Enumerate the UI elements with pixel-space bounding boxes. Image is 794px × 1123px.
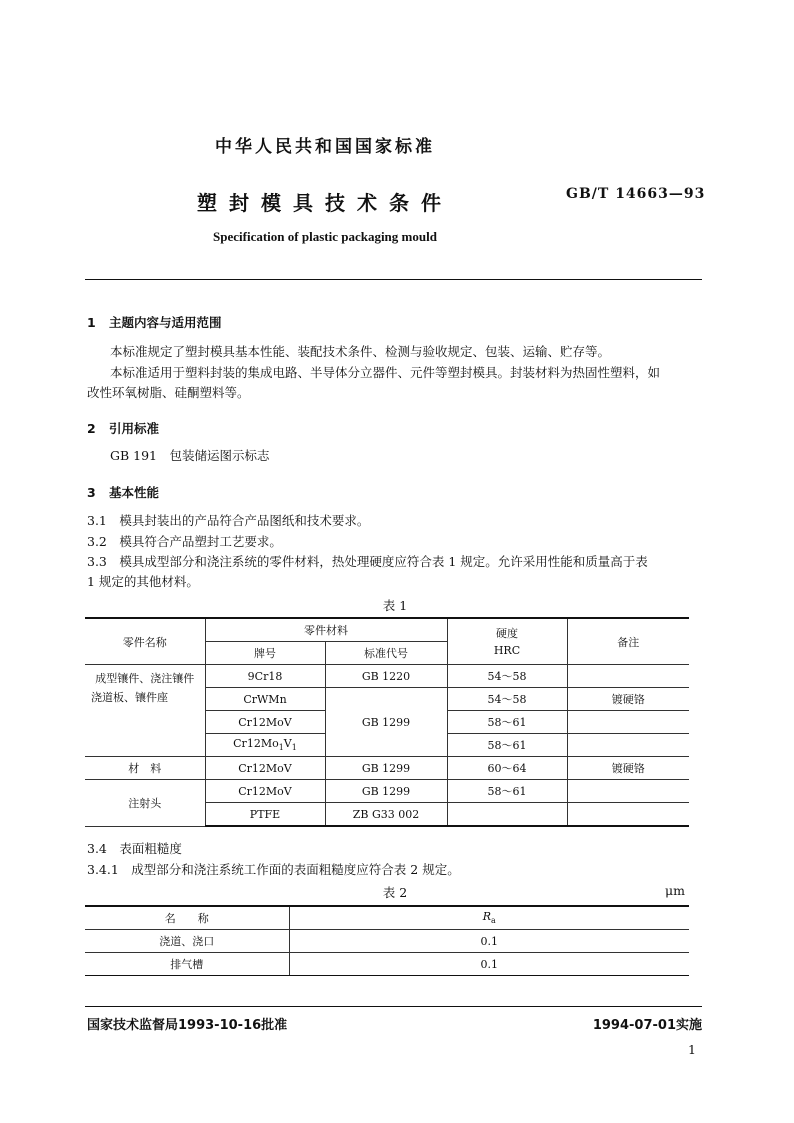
hardness-cell: 58～61 (447, 711, 567, 734)
clause-3-3a: 3.3 模具成型部分和浇注系统的零件材料，热处理硬度应符合表 1 规定。允许采用性能和质量高于表 (87, 554, 648, 569)
hardness-cell: 54～58 (447, 665, 567, 688)
std-cell: GB 1299 (325, 688, 447, 757)
hardness-cell: 60～64 (447, 757, 567, 780)
table-2-header-row (85, 906, 689, 930)
english-title: Specification of plastic packaging mould (213, 229, 437, 244)
part-name-line-1: 成型镶件、浇注镶件 (95, 672, 195, 685)
grade-sub-1: 1 (278, 743, 284, 753)
part-name-line-2: 浇道板、镶件座 (91, 691, 168, 704)
reference-gb191: GB 191 包装储运图示标志 (110, 448, 270, 463)
std-cell: GB 1299 (325, 757, 447, 780)
note-cell: 镀硬铬 (567, 688, 689, 711)
ra-symbol: R (482, 910, 491, 924)
hardness-cell: 58～61 (447, 780, 567, 803)
grade-sub-2: 1 (291, 743, 297, 753)
part-cell: 材 料 (85, 757, 205, 780)
note-cell (567, 711, 689, 734)
table-1-header-note: 备注 (567, 618, 689, 665)
section-3-heading (87, 483, 159, 501)
country-standard-heading: 中华人民共和国国家标准 (215, 137, 435, 157)
grade-cell: Cr12MoV (205, 757, 325, 780)
page-number: 1 (688, 1042, 696, 1057)
hardness-cell: 54～58 (447, 688, 567, 711)
table-row (85, 930, 689, 953)
section-1-paragraph-1: 本标准规定了塑封模具基本性能、装配技术条件、检测与验收规定、包装、运输、贮存等。 (110, 344, 611, 359)
note-cell (567, 780, 689, 803)
table-2 (85, 905, 689, 976)
table-row (85, 953, 689, 976)
table-1-header-material: 零件材料 (205, 618, 447, 642)
std-cell: GB 1220 (325, 665, 447, 688)
table-1-header-std: 标准代号 (325, 642, 447, 665)
roughness-name-cell: 排气槽 (85, 953, 289, 976)
clause-3-2: 3.2 模具符合产品塑封工艺要求。 (87, 534, 282, 549)
part-cell (85, 665, 205, 757)
clause-3-4: 3.4 表面粗糙度 (87, 841, 182, 856)
table-1-caption: 表 1 (382, 598, 408, 613)
table-row (85, 757, 689, 780)
table-2-header-ra (289, 906, 689, 930)
roughness-name-cell: 浇道、浇口 (85, 930, 289, 953)
section-1-paragraph-2a: 本标准适用于塑料封装的集成电路、半导体分立器件、元件等塑封模具。封装材料为热固性塑料，如 (110, 365, 661, 380)
section-1-title: 主题内容与适用范围 (109, 315, 222, 330)
table-row (85, 665, 689, 688)
clause-3-3b: 1 规定的其他材料。 (87, 574, 199, 589)
footer-divider (85, 1006, 702, 1007)
table-row (85, 780, 689, 803)
hardness-cell: 58～61 (447, 734, 567, 757)
table-1-header-grade: 牌号 (205, 642, 325, 665)
grade-cell: CrWMn (205, 688, 325, 711)
grade-part-b: V (283, 737, 292, 751)
clause-3-4-1: 3.4.1 成型部分和浇注系统工作面的表面粗糙度应符合表 2 规定。 (87, 862, 460, 877)
section-3-title: 基本性能 (109, 485, 160, 500)
grade-cell: Cr12MoV (205, 780, 325, 803)
table-2-caption: 表 2 (382, 885, 408, 900)
section-1-paragraph-2b: 改性环氧树脂、硅酮塑料等。 (87, 385, 250, 400)
roughness-value-cell: 0.1 (289, 953, 689, 976)
grade-part-a: Cr12Mo (233, 737, 279, 751)
note-cell: 镀硬铬 (567, 757, 689, 780)
section-3-number: 3 (87, 485, 96, 500)
part-cell: 注射头 (85, 780, 205, 827)
note-cell (567, 665, 689, 688)
ra-subscript: a (491, 916, 496, 926)
section-1-number: 1 (87, 315, 96, 330)
table-2-unit: μm (665, 883, 685, 898)
grade-cell (205, 734, 325, 757)
effective-date: 1994-07-01实施 (592, 1018, 702, 1033)
table-1-header-row (85, 618, 689, 642)
grade-cell: PTFE (205, 803, 325, 827)
std-cell: ZB G33 002 (325, 803, 447, 827)
header-divider (85, 279, 702, 280)
grade-cell: 9Cr18 (205, 665, 325, 688)
hardness-cell (447, 803, 567, 827)
standard-code: GB/T 14663—93 (566, 186, 706, 202)
section-2-number: 2 (87, 421, 96, 436)
grade-cell: Cr12MoV (205, 711, 325, 734)
approval-line: 国家技术监督局1993-10-16批准 (87, 1018, 288, 1033)
table-1 (85, 617, 689, 827)
section-2-title: 引用标准 (109, 421, 160, 436)
document-title: 塑封模具技术条件 (197, 191, 453, 215)
note-cell (567, 803, 689, 827)
section-2-heading (87, 419, 159, 437)
clause-3-1: 3.1 模具封装出的产品符合产品图纸和技术要求。 (87, 513, 370, 528)
table-1-header-hardness (447, 618, 567, 665)
hardness-label: 硬度 (496, 626, 518, 640)
hardness-unit: HRC (493, 643, 521, 657)
roughness-value-cell: 0.1 (289, 930, 689, 953)
table-2-header-name: 名 称 (85, 906, 289, 930)
std-cell: GB 1299 (325, 780, 447, 803)
table-1-header-part: 零件名称 (85, 618, 205, 665)
section-1-heading (87, 313, 222, 331)
note-cell (567, 734, 689, 757)
